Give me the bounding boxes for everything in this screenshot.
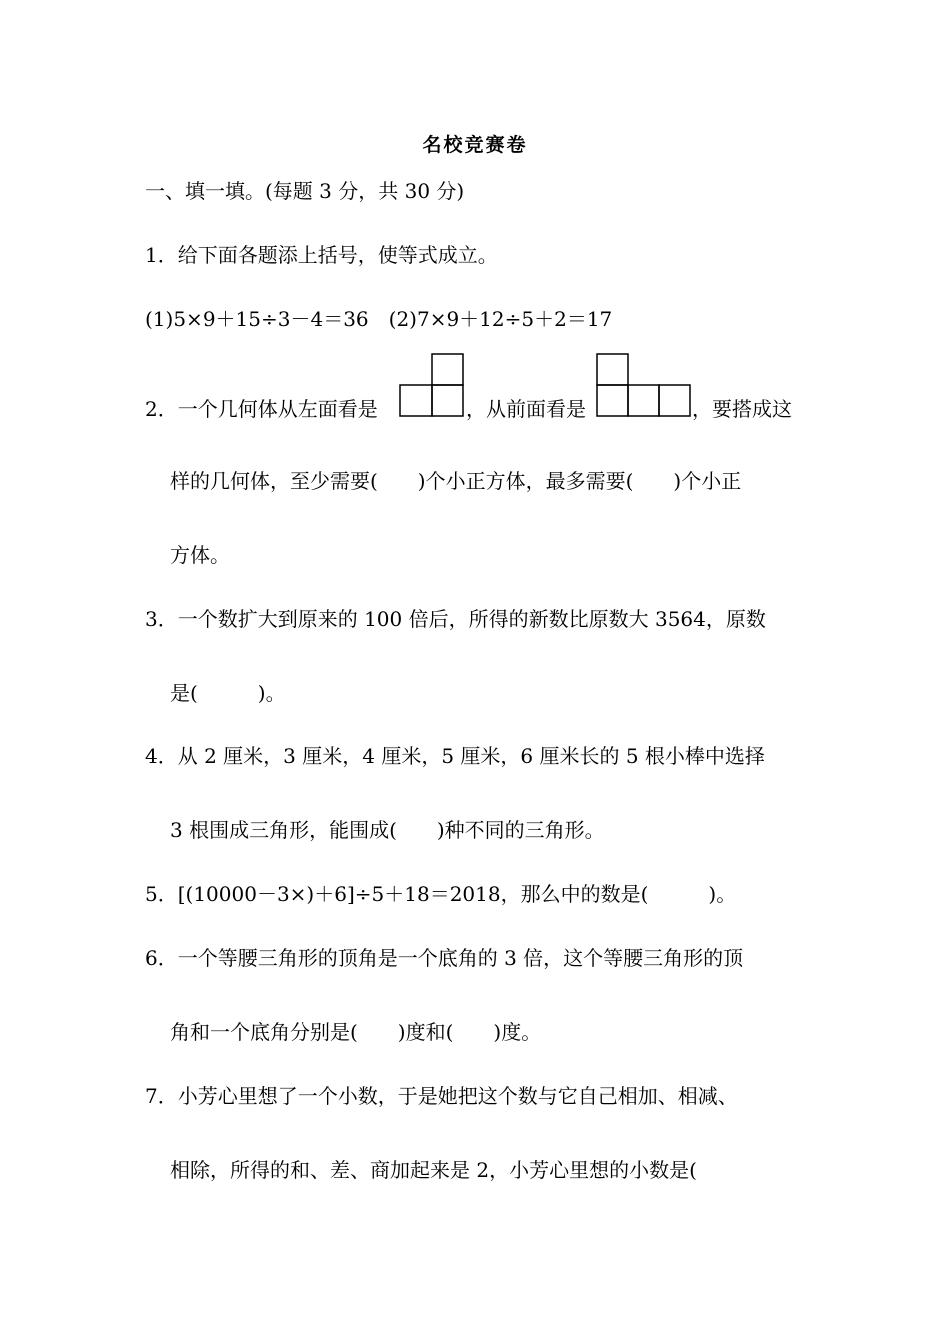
q3-line2: 是( )。 xyxy=(170,681,286,705)
q1-prompt: 1．给下面各题添上括号，使等式成立。 xyxy=(145,243,498,267)
q6-line2: 角和一个底角分别是( )度和( )度。 xyxy=(170,1020,542,1044)
q6-line1: 6．一个等腰三角形的顶角是一个底角的 3 倍，这个等腰三角形的顶 xyxy=(145,946,744,970)
q2-line3: 方体。 xyxy=(170,543,230,567)
q7-line2: 相除，所得的和、差、商加起来是 2，小芳心里想的小数是( xyxy=(170,1158,697,1182)
q2-text-c: ，要搭成这 xyxy=(692,397,792,421)
page-title: 名校竞赛卷 xyxy=(422,134,528,156)
q3-line1: 3．一个数扩大到原来的 100 倍后，所得的新数比原数大 3564，原数 xyxy=(145,607,766,631)
q5-line1: 5．[(10000－3×)＋6]÷5＋18＝2018，那么中的数是( )。 xyxy=(145,882,737,906)
section-heading: 一、填一填。(每题 3 分，共 30 分) xyxy=(145,179,465,203)
q4-line1: 4．从 2 厘米，3 厘米，4 厘米，5 厘米，6 厘米长的 5 根小棒中选择 xyxy=(145,744,765,768)
q1-equations: (1)5×9＋15÷3－4＝36 (2)7×9＋12÷5＋2＝17 xyxy=(145,307,613,331)
q4-line2: 3 根围成三角形，能围成( )种不同的三角形。 xyxy=(170,818,605,842)
q2-text-b: ，从前面看是 xyxy=(466,397,586,421)
q2-text-a: 2．一个几何体从左面看是 xyxy=(145,397,378,421)
q2-line2: 样的几何体，至少需要( )个小正方体，最多需要( )个小正 xyxy=(170,469,742,493)
front-view-figure xyxy=(596,353,692,417)
q7-line1: 7．小芳心里想了一个小数，于是她把这个数与它自己相加、相减、 xyxy=(145,1084,738,1108)
left-view-figure xyxy=(399,353,465,417)
